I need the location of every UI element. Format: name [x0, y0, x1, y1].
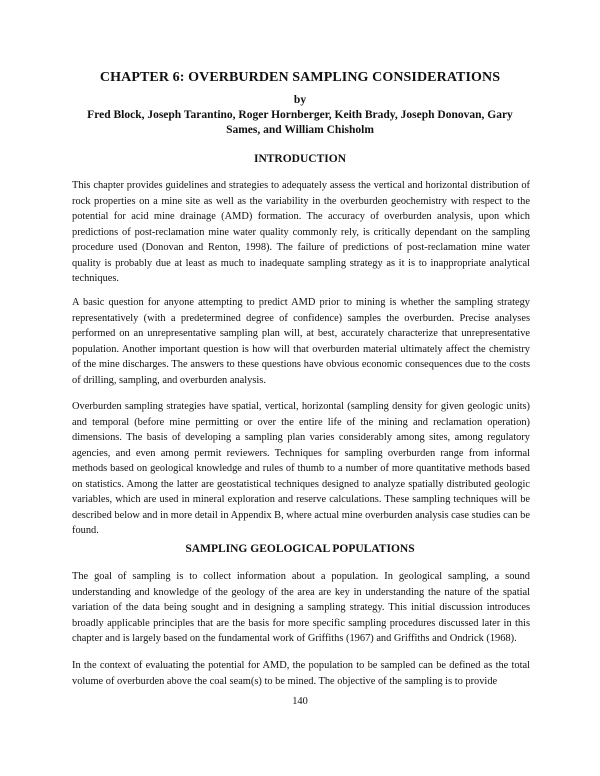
paragraph: A basic question for anyone attempting to predict AMD prior to mining is whether the sampling strategy representatively (with a predetermined degree of confidence) samples the overburden. Precise analyses performed on an unrepresentative sampling plan will, at best, accurately characterize that unrepresentative population. Another important question is how will that overburden material ultimately affect the chemistry of the mine discharges. The answers to these questions have obvious economic consequences due to the costs of drilling, sampling, and overburden analysis.: [72, 297, 530, 386]
author-list: Fred Block, Joseph Tarantino, Roger Hornberger, Keith Brady, Joseph Donovan, Gary Sames, and William Chisholm: [87, 109, 513, 136]
chapter-title: CHAPTER 6: OVERBURDEN SAMPLING CONSIDERATIONS: [99, 70, 501, 85]
byline: by: [293, 94, 307, 106]
paragraph: This chapter provides guidelines and strategies to adequately assess the vertical and horizontal distribution of rock properties on a mine site as well as the variability in the overburden geochemistry with respect to the potential for acid mine drainage (AMD) formation. The accuracy of overburden analysis, upon which predictions of post-reclamation mine water quality commonly rely, is critically dependant on the sampling procedure used (Donovan and Renton, 1998). The failure of predictions of post-reclamation mine water quality is probably due at least as much to inadequate sampling strategy as it is to inappropriate analytical techniques.: [72, 180, 530, 284]
paragraph: In the context of evaluating the potential for AMD, the population to be sampled can be defined as the total volume of overburden above the coal seam(s) to be mined. The objective of the sampling is to provide: [72, 660, 530, 687]
section-heading-sampling: SAMPLING GEOLOGICAL POPULATIONS: [185, 543, 415, 555]
paragraph: The goal of sampling is to collect information about a population. In geological sampling, a sound understanding and knowledge of the geology of the area are key in understanding the nature of the spatial variation of the data being sought and in designing a sampling strategy. This initial discussion introduces broadly applicable principles that are the basis for more specific sampling procedures discussed later in this chapter and is largely based on the fundamental work of Griffiths (1967) and Griffiths and Ondrick (1968).: [72, 571, 530, 644]
paragraph: Overburden sampling strategies have spatial, vertical, horizontal (sampling density for given geologic units) and temporal (before mine permitting or over the entire life of the mining and reclamation operation) dimensions. The basis of developing a sampling plan varies considerably among sites, among regulatory agencies, and even among permit reviewers. Techniques for sampling overburden range from informal methods based on geological knowledge and rules of thumb to a number of more quantitative methods based on statistics. Among the latter are geostatistical techniques designed to analyze spatially distributed geologic variables, which are used in mineral exploration and reserve calculations. These sampling techniques will be described below and in more detail in Appendix B, where actual mine overburden analysis case studies can be found.: [72, 401, 530, 536]
page-number: 140: [292, 696, 308, 707]
section-heading-introduction: INTRODUCTION: [253, 153, 346, 165]
